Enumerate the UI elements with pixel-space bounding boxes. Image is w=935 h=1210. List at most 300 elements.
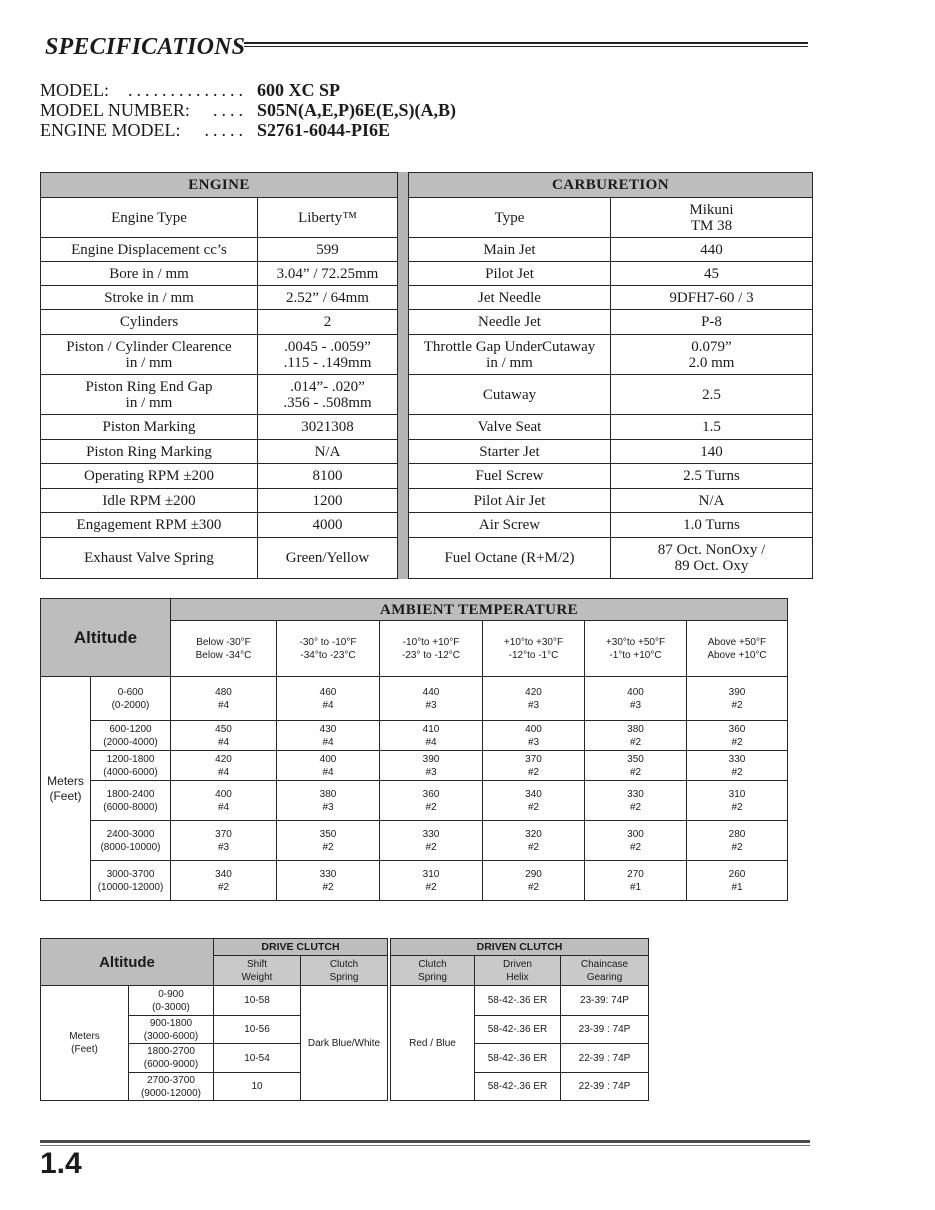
- model-number-line: [40, 100, 560, 120]
- altitude-range: [90, 860, 171, 901]
- cell-text-line: 310: [728, 788, 746, 800]
- cell-text-line: 2.0 mm: [688, 354, 735, 371]
- cell-text-line: 400: [215, 788, 232, 800]
- cell-text-line: DRIVE CLUTCH: [261, 941, 340, 953]
- cell-text-line: 3.04” / 72.25mm: [276, 265, 379, 282]
- cell-text-line: N/A: [698, 492, 725, 509]
- cell-text-line: 260: [728, 868, 746, 880]
- cell-text-line: Operating RPM ±200: [84, 468, 214, 484]
- engine-spec-value: [257, 374, 398, 415]
- engine-spec-label: [40, 374, 258, 415]
- jetting-value-cell: [170, 780, 277, 821]
- temperature-range-header: [584, 620, 687, 677]
- cell-text-line: #2: [731, 766, 743, 778]
- cell-text-line: Stroke in / mm: [104, 289, 194, 306]
- shift-weight-value: [213, 985, 301, 1016]
- engine-spec-label: [40, 237, 258, 262]
- jetting-value-cell: [482, 820, 585, 861]
- cell-text-line: (9000-12000): [140, 1087, 202, 1099]
- engine-model-line: [40, 120, 560, 140]
- cell-text-line: #2: [731, 841, 743, 853]
- model-number-label-group: [40, 100, 247, 120]
- cell-text-line: 330: [728, 753, 746, 765]
- page-title: SPECIFICATIONS: [45, 34, 246, 60]
- cell-text-line: #3: [527, 699, 540, 711]
- cell-text-line: 410: [422, 723, 440, 735]
- cell-text-line: 0-600: [117, 686, 144, 698]
- cell-text-line: #4: [322, 699, 334, 711]
- driven-helix-value: [474, 1043, 561, 1073]
- cell-text-line: Altitude: [99, 953, 155, 971]
- cell-text-line: 1.5: [702, 419, 721, 435]
- carburetion-spec-label: [408, 414, 611, 440]
- engine-spec-value: [257, 197, 398, 238]
- cell-text-line: #2: [322, 841, 334, 853]
- cell-text-line: Engine Displacement cc’s: [71, 241, 227, 258]
- cell-text-line: 350: [319, 828, 337, 840]
- engine-spec-value: [257, 285, 398, 310]
- cell-text-line: (Feet): [49, 788, 82, 803]
- clutch-altitude-unit-label: [40, 985, 129, 1101]
- cell-text-line: 1.0 Turns: [683, 517, 740, 533]
- cell-text-line: -34°to -23°C: [300, 649, 356, 661]
- driven-helix-value: [474, 1072, 561, 1101]
- cell-text-line: Mikuni: [689, 201, 734, 218]
- cell-text-line: Fuel Screw: [475, 468, 544, 484]
- engine-spec-value: [257, 512, 398, 538]
- jetting-value-cell: [276, 820, 380, 861]
- cell-text-line: 2.52” / 64mm: [286, 289, 369, 306]
- clutch-altitude-range: [128, 1043, 214, 1073]
- driven-clutch-header: [390, 938, 649, 956]
- jetting-value-cell: [379, 820, 483, 861]
- cell-text-line: N/A: [314, 443, 341, 460]
- cell-text-line: #1: [629, 881, 642, 893]
- cell-text-line: 2400-3000: [106, 828, 155, 840]
- cell-text-line: Piston Ring End Gap: [85, 378, 213, 395]
- cell-text-line: #2: [731, 801, 743, 813]
- cell-text-line: 360: [728, 723, 746, 735]
- jetting-value-cell: [686, 750, 788, 781]
- jetting-value-cell: [170, 820, 277, 861]
- cell-text-line: in / mm: [125, 354, 173, 371]
- carburetion-spec-label: [408, 512, 611, 538]
- cell-text-line: Weight: [241, 971, 273, 983]
- cell-text-line: Idle RPM ±200: [102, 492, 196, 509]
- cell-text-line: Air Screw: [478, 517, 541, 533]
- clutch-altitude-range: [128, 1015, 214, 1044]
- cell-text-line: 380: [627, 723, 644, 735]
- cell-text-line: #4: [217, 766, 230, 778]
- jetting-value-cell: [584, 750, 687, 781]
- carburetion-spec-value: [610, 414, 813, 440]
- cell-text-line: #3: [425, 766, 437, 778]
- engine-spec-value: [257, 237, 398, 262]
- cell-text-line: Exhaust Valve Spring: [84, 550, 214, 566]
- cell-text-line: Shift: [246, 958, 267, 970]
- altitude-range: [90, 750, 171, 781]
- cell-text-line: 600-1200: [109, 723, 152, 735]
- cell-text-line: Below -30°F: [196, 636, 251, 648]
- carburetion-spec-value: [610, 197, 813, 238]
- carburetion-spec-value: [610, 463, 813, 489]
- shift-weight-value: [213, 1043, 301, 1073]
- cell-text-line: #2: [731, 736, 743, 748]
- model-label-group: [40, 80, 247, 100]
- cell-text-line: Piston Marking: [102, 419, 196, 435]
- cell-text-line: 23-39: 74P: [580, 995, 629, 1006]
- engine-header: [40, 172, 398, 198]
- cell-text-line: 440: [700, 241, 723, 258]
- jetting-value-cell: [686, 720, 788, 751]
- cell-text-line: #3: [322, 801, 334, 813]
- carburetion-spec-value: [610, 237, 813, 262]
- cell-text-line: #2: [527, 881, 540, 893]
- cell-text-line: 22-39 : 74P: [578, 1081, 631, 1092]
- cell-text-line: (Feet): [71, 1044, 98, 1055]
- cell-text-line: Piston / Cylinder Clearence: [66, 338, 232, 355]
- cell-text-line: 1200-1800: [106, 753, 155, 765]
- cell-text-line: 400: [627, 686, 644, 698]
- cell-text-line: Main Jet: [483, 241, 536, 258]
- cell-text-line: -12°to -1°C: [508, 649, 559, 661]
- cell-text-line: (4000-6000): [103, 766, 158, 778]
- temperature-range-header: [482, 620, 585, 677]
- cell-text-line: Altitude: [73, 627, 138, 647]
- cell-text-line: 10-58: [244, 995, 270, 1006]
- cell-text-line: 58-42-.36 ER: [487, 1052, 548, 1064]
- jetting-value-cell: [170, 720, 277, 751]
- cell-text-line: 1200: [312, 492, 343, 509]
- cell-text-line: 450: [215, 723, 232, 735]
- driven-helix-value: [474, 1015, 561, 1044]
- engine-spec-label: [40, 488, 258, 513]
- cell-text-line: 8100: [312, 468, 343, 484]
- cell-text-line: #4: [322, 766, 334, 778]
- carburetion-header: [408, 172, 813, 198]
- carburetion-spec-value: [610, 309, 813, 335]
- altitude-unit-label: [40, 676, 91, 901]
- cell-text-line: #2: [629, 841, 642, 853]
- engine-spec-value: [257, 334, 398, 375]
- cell-text-line: Meters: [47, 773, 84, 788]
- cell-text-line: CARBURETION: [552, 177, 669, 193]
- jetting-value-cell: [686, 820, 788, 861]
- shift-weight-value: [213, 1072, 301, 1101]
- cell-text-line: DRIVEN CLUTCH: [476, 941, 563, 953]
- cell-text-line: 360: [422, 788, 440, 800]
- shift-weight-value: [213, 1015, 301, 1044]
- temperature-range-header: [686, 620, 788, 677]
- cell-text-line: #3: [629, 699, 642, 711]
- engine-spec-value: [257, 488, 398, 513]
- carburetion-spec-label: [408, 309, 611, 335]
- driven-helix-value: [474, 985, 561, 1016]
- cell-text-line: #2: [425, 841, 437, 853]
- cell-text-line: 370: [525, 753, 542, 765]
- engine-spec-label: [40, 414, 258, 440]
- cell-text-line: -10°to +10°F: [402, 636, 460, 648]
- cell-text-line: Piston Ring Marking: [86, 443, 212, 460]
- cell-text-line: 2700-3700: [147, 1074, 195, 1086]
- temperature-range-header: [379, 620, 483, 677]
- carburetion-spec-value: [610, 537, 813, 579]
- page-number: 1.4: [40, 1147, 82, 1180]
- cell-text-line: 23-39 : 74P: [578, 1024, 631, 1035]
- jetting-value-cell: [276, 720, 380, 751]
- jetting-value-cell: [686, 860, 788, 901]
- cell-text-line: 89 Oct. Oxy: [674, 558, 749, 574]
- cell-text-line: 330: [422, 828, 440, 840]
- cell-text-line: 3021308: [301, 419, 354, 435]
- jetting-value-cell: [170, 860, 277, 901]
- cell-text-line: Gearing: [586, 971, 623, 983]
- cell-text-line: Green/Yellow: [285, 550, 370, 566]
- cell-text-line: 3000-3700: [106, 868, 155, 880]
- cell-text-line: #2: [425, 801, 437, 813]
- engine-spec-label: [40, 261, 258, 286]
- cell-text-line: Red / Blue: [409, 1037, 456, 1049]
- cell-text-line: P-8: [701, 314, 722, 330]
- cell-text-line: #2: [425, 881, 437, 893]
- model-value: 600 XC SP: [257, 80, 341, 100]
- driven-clutch-spring-header: [390, 955, 475, 986]
- jetting-value-cell: [584, 820, 687, 861]
- cell-text-line: #2: [527, 766, 540, 778]
- cell-text-line: -23° to -12°C: [401, 649, 461, 661]
- cell-text-line: .0045 - .0059”: [284, 338, 371, 355]
- carburetion-spec-label: [408, 439, 611, 464]
- jetting-value-cell: [379, 780, 483, 821]
- cell-text-line: 480: [215, 686, 232, 698]
- leader-dots: .....: [204, 120, 247, 140]
- cell-text-line: 599: [316, 241, 339, 258]
- altitude-header: [40, 598, 171, 677]
- temperature-range-header: [170, 620, 277, 677]
- cell-text-line: Needle Jet: [478, 314, 541, 330]
- cell-text-line: 87 Oct. NonOxy /: [657, 542, 766, 558]
- cell-text-line: (0-3000): [152, 1001, 190, 1013]
- driven-clutch-spring-value: [390, 985, 475, 1101]
- engine-spec-label: [40, 285, 258, 310]
- cell-text-line: 2.5 Turns: [683, 468, 740, 484]
- cell-text-line: in / mm: [125, 394, 173, 411]
- carburetion-spec-label: [408, 261, 611, 286]
- model-label: MODEL:: [40, 80, 109, 100]
- cell-text-line: (8000-10000): [100, 841, 161, 853]
- cell-text-line: 280: [728, 828, 746, 840]
- clutch-altitude-range: [128, 1072, 214, 1101]
- cell-text-line: 420: [525, 686, 542, 698]
- cell-text-line: .356 - .508mm: [283, 394, 372, 411]
- temperature-range-header: [276, 620, 380, 677]
- cell-text-line: -1°to +10°C: [609, 649, 662, 661]
- cell-text-line: -30° to -10°F: [299, 636, 357, 648]
- cell-text-line: +30°to +50°F: [605, 636, 666, 648]
- carburetion-spec-label: [408, 197, 611, 238]
- cell-text-line: 400: [319, 753, 337, 765]
- cell-text-line: Dark Blue/White: [307, 1037, 381, 1049]
- cell-text-line: 440: [422, 686, 440, 698]
- cell-text-line: #3: [425, 699, 437, 711]
- title-rule: [244, 42, 808, 47]
- drive-clutch-header: [213, 938, 388, 956]
- cell-text-line: #3: [527, 736, 540, 748]
- cell-text-line: Throttle Gap UnderCutaway: [423, 338, 596, 355]
- altitude-range: [90, 676, 171, 721]
- driven-helix-header: [474, 955, 561, 986]
- cell-text-line: Clutch: [329, 958, 359, 970]
- carburetion-spec-value: [610, 374, 813, 415]
- cell-text-line: 340: [525, 788, 542, 800]
- cell-text-line: Spring: [329, 971, 359, 983]
- chaincase-gearing-value: [560, 1072, 649, 1101]
- cell-text-line: 350: [627, 753, 644, 765]
- cell-text-line: Meters: [69, 1031, 100, 1042]
- cell-text-line: 22-39 : 74P: [578, 1052, 631, 1064]
- engine-spec-label: [40, 334, 258, 375]
- engine-spec-value: [257, 309, 398, 335]
- footer-rule: [40, 1140, 810, 1146]
- cell-text-line: #2: [629, 766, 642, 778]
- cell-text-line: 10: [251, 1081, 263, 1092]
- cell-text-line: Engagement RPM ±300: [76, 517, 222, 533]
- jetting-value-cell: [379, 720, 483, 751]
- carburetion-spec-label: [408, 537, 611, 579]
- carburetion-spec-label: [408, 488, 611, 513]
- jetting-value-cell: [584, 780, 687, 821]
- cell-text-line: 4000: [312, 517, 343, 533]
- cell-text-line: AMBIENT TEMPERATURE: [379, 601, 579, 618]
- cell-text-line: Liberty™: [298, 209, 357, 226]
- jetting-value-cell: [379, 676, 483, 721]
- cell-text-line: 340: [215, 868, 232, 880]
- cell-text-line: 58-42-.36 ER: [487, 995, 548, 1006]
- cell-text-line: 1800-2400: [106, 788, 155, 800]
- cell-text-line: 290: [525, 868, 542, 880]
- cell-text-line: 460: [319, 686, 337, 698]
- carburetion-spec-label: [408, 463, 611, 489]
- carburetion-spec-value: [610, 261, 813, 286]
- cell-text-line: #2: [731, 699, 743, 711]
- carburetion-spec-label: [408, 374, 611, 415]
- cell-text-line: 320: [525, 828, 542, 840]
- altitude-range: [90, 720, 171, 751]
- jetting-value-cell: [379, 750, 483, 781]
- cell-text-line: Cylinders: [119, 314, 179, 330]
- cell-text-line: 9DFH7-60 / 3: [669, 289, 754, 306]
- cell-text-line: Below -34°C: [195, 649, 252, 661]
- altitude-range: [90, 780, 171, 821]
- cell-text-line: 0.079”: [691, 338, 732, 355]
- cell-text-line: +10°to +30°F: [503, 636, 564, 648]
- cell-text-line: 10-56: [244, 1024, 270, 1035]
- cell-text-line: 300: [627, 828, 644, 840]
- cell-text-line: #2: [217, 881, 230, 893]
- model-number-value: S05N(A,E,P)6E(E,S)(A,B): [257, 100, 457, 120]
- carburetion-spec-label: [408, 285, 611, 310]
- cell-text-line: Fuel Octane (R+M/2): [444, 550, 575, 566]
- jetting-value-cell: [170, 750, 277, 781]
- jetting-value-cell: [584, 720, 687, 751]
- cell-text-line: (0-2000): [111, 699, 150, 711]
- cell-text-line: 420: [215, 753, 232, 765]
- chaincase-gearing-value: [560, 1043, 649, 1073]
- ambient-temperature-header: [170, 598, 788, 621]
- cell-text-line: Above +50°F: [707, 636, 767, 648]
- engine-spec-label: [40, 463, 258, 489]
- cell-text-line: Pilot Air Jet: [473, 492, 546, 509]
- cell-text-line: 0-900: [158, 988, 184, 1000]
- jetting-value-cell: [276, 750, 380, 781]
- clutch-altitude-range: [128, 985, 214, 1016]
- cell-text-line: 330: [627, 788, 644, 800]
- cell-text-line: 310: [422, 868, 440, 880]
- cell-text-line: #4: [322, 736, 334, 748]
- jetting-value-cell: [482, 720, 585, 751]
- jetting-value-cell: [686, 780, 788, 821]
- cell-text-line: Pilot Jet: [485, 265, 534, 282]
- cell-text-line: .014”- .020”: [290, 378, 365, 395]
- cell-text-line: Chaincase: [580, 958, 629, 970]
- cell-text-line: 330: [319, 868, 337, 880]
- carburetion-spec-value: [610, 488, 813, 513]
- jetting-value-cell: [482, 860, 585, 901]
- model-line: [40, 80, 560, 100]
- drive-clutch-spring-header: [300, 955, 388, 986]
- cell-text-line: #2: [527, 841, 540, 853]
- cell-text-line: (2000-4000): [103, 736, 158, 748]
- carburetion-spec-value: [610, 439, 813, 464]
- engine-spec-value: [257, 414, 398, 440]
- cell-text-line: Spring: [418, 971, 447, 983]
- cell-text-line: 380: [319, 788, 337, 800]
- jetting-value-cell: [584, 860, 687, 901]
- cell-text-line: Above +10°C: [707, 649, 767, 661]
- cell-text-line: .115 - .149mm: [283, 354, 372, 371]
- cell-text-line: 370: [215, 828, 232, 840]
- cell-text-line: (3000-6000): [143, 1030, 199, 1042]
- engine-spec-label: [40, 309, 258, 335]
- cell-text-line: Jet Needle: [478, 289, 541, 306]
- cell-text-line: in / mm: [486, 354, 533, 371]
- cell-text-line: 2: [323, 314, 332, 330]
- engine-spec-value: [257, 537, 398, 579]
- cell-text-line: 45: [704, 265, 719, 282]
- engine-model-label-group: [40, 120, 247, 140]
- cell-text-line: Bore in / mm: [109, 265, 189, 282]
- jetting-value-cell: [584, 676, 687, 721]
- chaincase-gearing-header: [560, 955, 649, 986]
- cell-text-line: ENGINE: [188, 177, 250, 193]
- jetting-value-cell: [482, 780, 585, 821]
- jetting-value-cell: [170, 676, 277, 721]
- cell-text-line: 140: [700, 443, 723, 460]
- cell-text-line: Type: [494, 209, 525, 226]
- cell-text-line: Engine Type: [111, 209, 187, 226]
- cell-text-line: Clutch: [418, 958, 447, 970]
- cell-text-line: #1: [731, 881, 743, 893]
- cell-text-line: TM 38: [690, 217, 733, 234]
- engine-spec-value: [257, 261, 398, 286]
- cell-text-line: #2: [527, 801, 540, 813]
- cell-text-line: Valve Seat: [477, 419, 542, 435]
- cell-text-line: 58-42-.36 ER: [487, 1024, 548, 1035]
- altitude-range: [90, 820, 171, 861]
- table-separator: [398, 172, 408, 579]
- cell-text-line: 400: [525, 723, 542, 735]
- model-number-label: MODEL NUMBER:: [40, 100, 190, 120]
